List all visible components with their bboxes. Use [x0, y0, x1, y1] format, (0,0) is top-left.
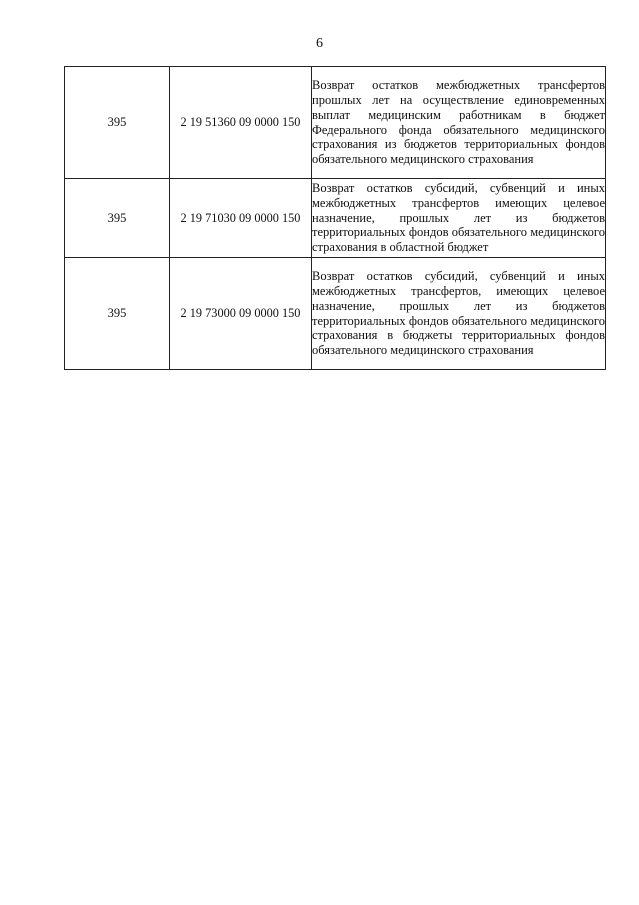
table-row: [65, 179, 606, 258]
page-number: 6: [316, 36, 323, 51]
admin-code-cell: 395: [65, 67, 170, 179]
budget-code-cell: 2 19 73000 09 0000 150: [170, 258, 312, 370]
description-cell: Возврат остатков межбюджетных трансфертов прошлых лет на осуществление единовременных выплат медицинским работникам в бюджет Федерального фонда обязательного медицинского страхования из бюджетов территориальных фондов обязательного медицинского страхования: [312, 67, 606, 179]
description-cell: Возврат остатков субсидий, субвенций и иных межбюджетных трансфертов имеющих целевое назначение, прошлых лет из бюджетов территориальных фондов обязательного медицинского страхования в областной бюджет: [312, 179, 606, 258]
admin-code-cell: 395: [65, 179, 170, 258]
budget-code-cell: 2 19 71030 09 0000 150: [170, 179, 312, 258]
budget-code-cell: 2 19 51360 09 0000 150: [170, 67, 312, 179]
budget-codes-table: [64, 66, 606, 370]
table-row: [65, 67, 606, 179]
description-cell: Возврат остатков субсидий, субвенций и иных межбюджетных трансфертов, имеющих целевое назначение, прошлых лет из бюджетов территориальных фондов обязательного медицинского страхования в бюджеты территориальных фондов обязательного медицинского страхования: [312, 258, 606, 370]
admin-code-cell: 395: [65, 258, 170, 370]
table-row: [65, 258, 606, 370]
